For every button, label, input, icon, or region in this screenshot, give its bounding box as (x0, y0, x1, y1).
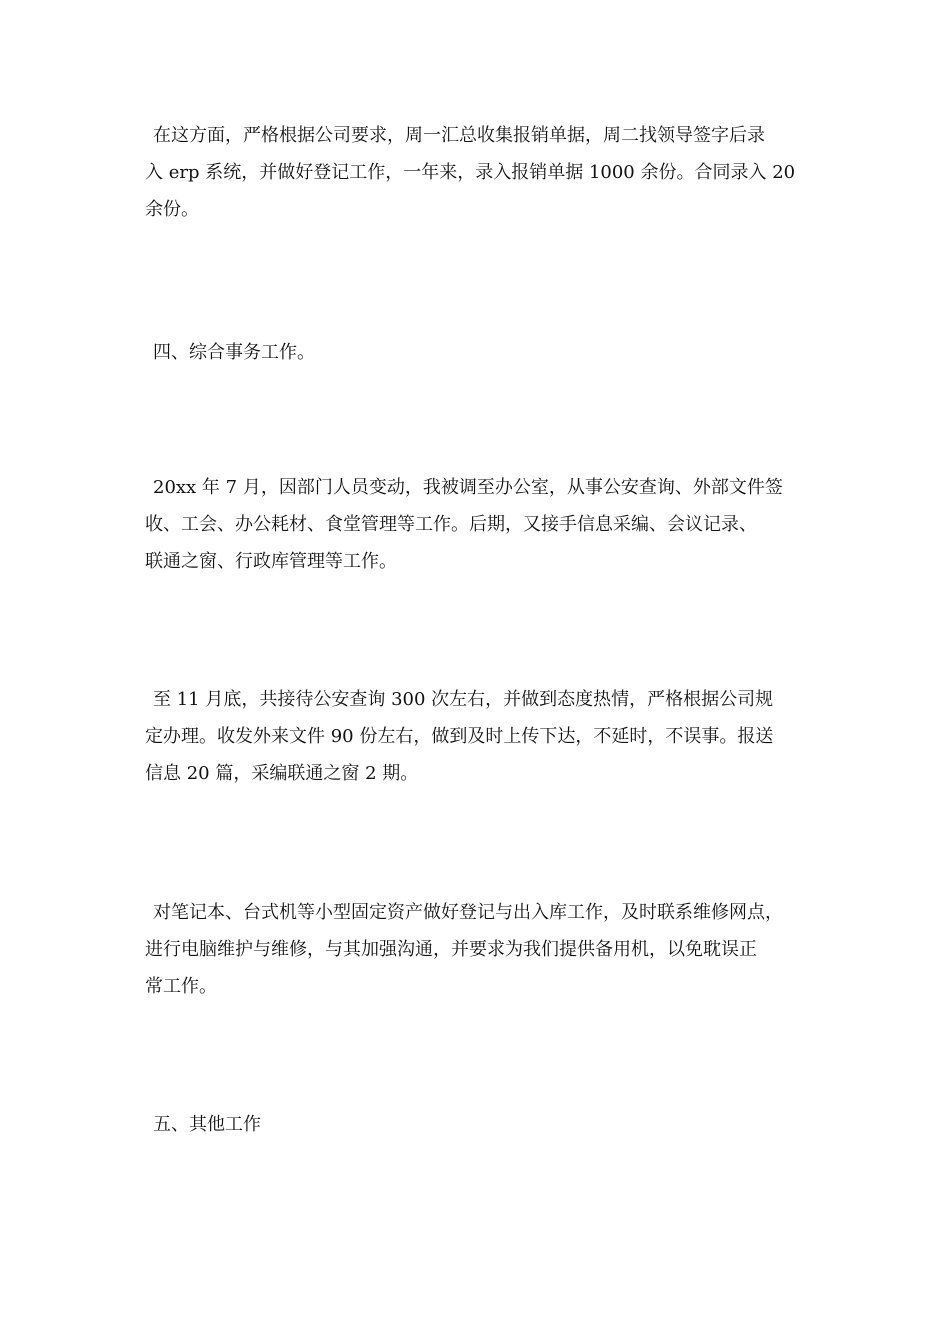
text-line: 对笔记本、台式机等小型固定资产做好登记与出入库工作，及时联系维修网点， (153, 902, 783, 923)
text-line: 联通之窗、行政库管理等工作。 (145, 551, 397, 572)
text-line: 定办理。收发外来文件 90 份左右，做到及时上传下达，不延时，不误事。报送 (145, 726, 774, 747)
text-line: 入 erp 系统，并做好登记工作，一年来，录入报销单据 1000 余份。合同录入 20 (145, 162, 796, 183)
text-line: 常工作。 (145, 976, 217, 997)
text-line: 在这方面，严格根据公司要求，周一汇总收集报销单据，周二找领导签字后录 (153, 125, 765, 146)
paragraph-office-transfer (145, 469, 825, 580)
section-heading-five: 五、其他工作 (153, 1114, 261, 1135)
text-line: 进行电脑维护与维修，与其加强沟通，并要求为我们提供备用机，以免耽误正 (145, 939, 757, 960)
section-heading-four: 四、综合事务工作。 (153, 342, 315, 363)
text-line: 信息 20 篇，采编联通之窗 2 期。 (145, 763, 419, 784)
text-line: 余份。 (145, 199, 199, 220)
text-line: 至 11 月底，共接待公安查询 300 次左右，并做到态度热情，严格根据公司规 (153, 689, 774, 710)
paragraph-police-inquiries (145, 681, 825, 792)
text-line: 20xx 年 7 月，因部门人员变动，我被调至办公室，从事公安查询、外部文件签 (153, 477, 783, 498)
paragraph-fixed-assets (145, 894, 825, 1005)
text-line: 收、工会、办公耗材、食堂管理等工作。后期，又接手信息采编、会议记录、 (145, 514, 757, 535)
paragraph-expense-entry (145, 117, 825, 228)
